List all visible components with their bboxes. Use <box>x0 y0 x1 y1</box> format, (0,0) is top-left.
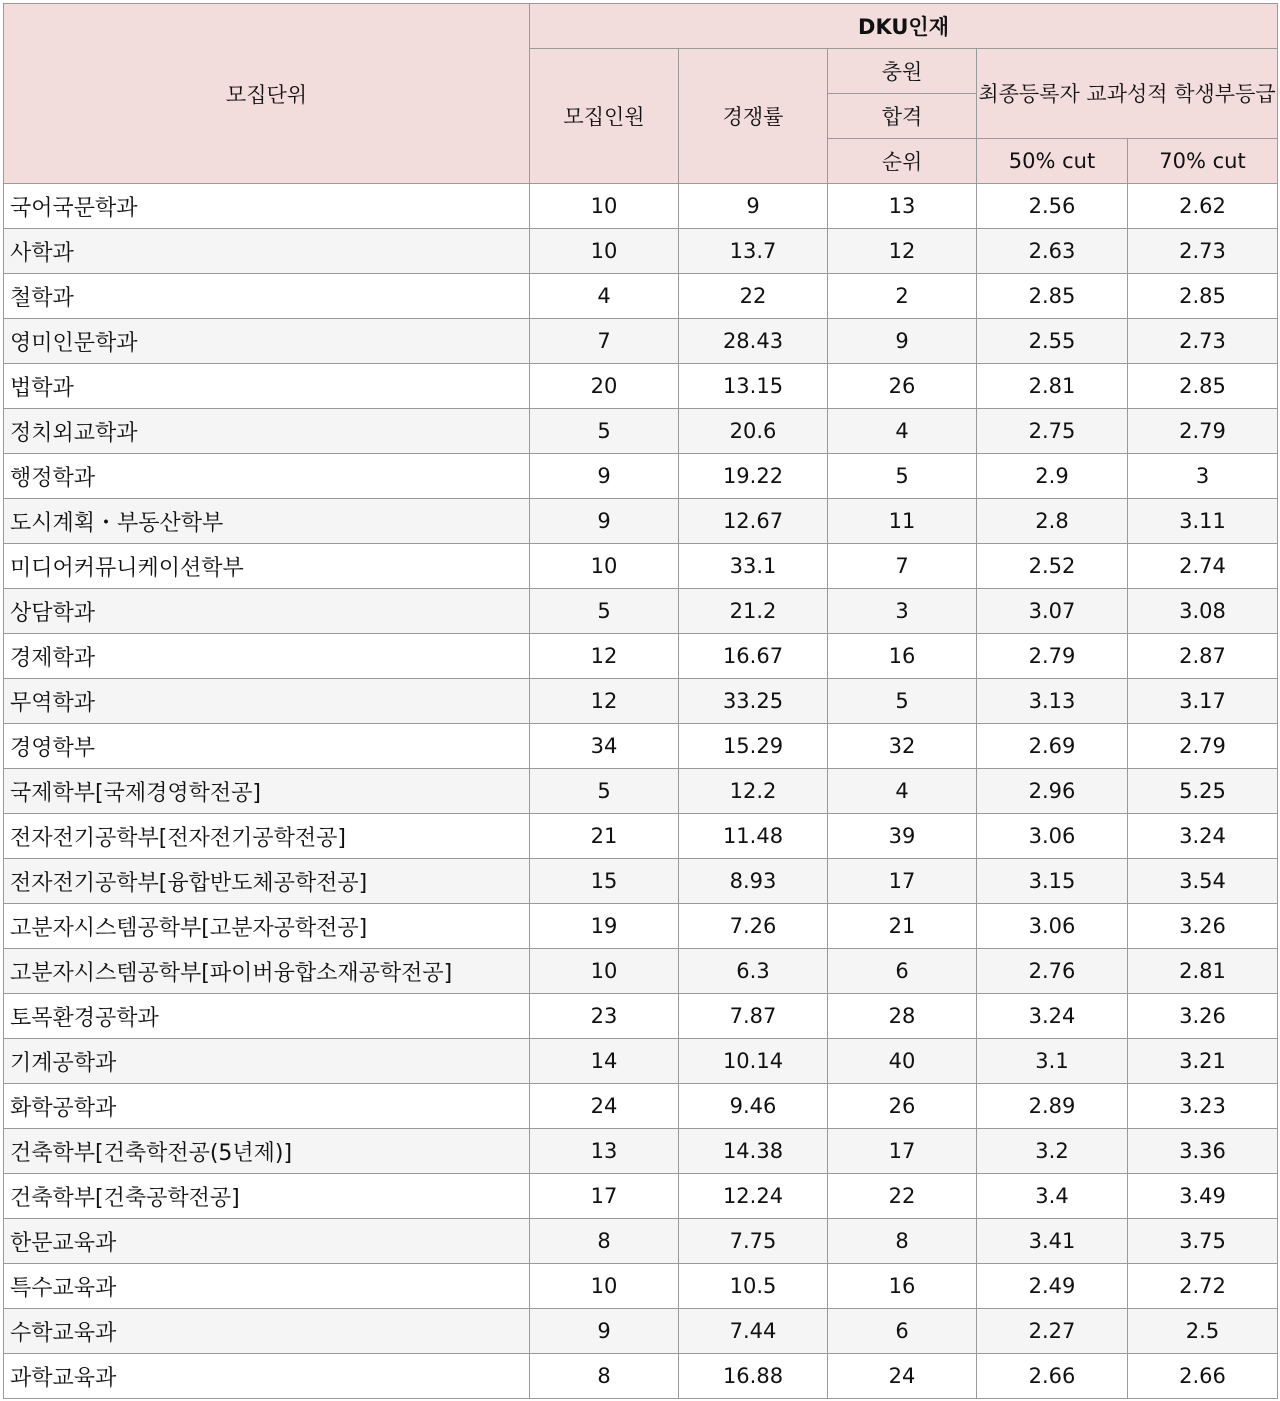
cell-cut50: 2.49 <box>977 1264 1128 1309</box>
cell-cut70: 3.26 <box>1128 994 1278 1039</box>
cell-cut70: 3.17 <box>1128 679 1278 724</box>
table-row <box>4 589 1278 634</box>
cell-unit: 건축학부[건축학전공(5년제)] <box>4 1129 530 1174</box>
cell-fill-rank: 17 <box>828 1129 977 1174</box>
cell-unit: 화학공학과 <box>4 1084 530 1129</box>
cell-cut50: 3.1 <box>977 1039 1128 1084</box>
cell-cut50: 3.06 <box>977 814 1128 859</box>
cell-fill-rank: 32 <box>828 724 977 769</box>
cell-cut70: 3.75 <box>1128 1219 1278 1264</box>
cell-unit: 경제학과 <box>4 634 530 679</box>
table-body <box>4 184 1278 1399</box>
cell-competition-rate: 7.75 <box>679 1219 828 1264</box>
cell-unit: 특수교육과 <box>4 1264 530 1309</box>
cell-unit: 법학과 <box>4 364 530 409</box>
header-fill-line-3: 순위 <box>828 139 977 184</box>
cell-cut70: 2.74 <box>1128 544 1278 589</box>
cell-cut70: 3.11 <box>1128 499 1278 544</box>
cell-fill-rank: 22 <box>828 1174 977 1219</box>
cell-fill-rank: 8 <box>828 1219 977 1264</box>
cell-unit: 행정학과 <box>4 454 530 499</box>
cell-unit: 건축학부[건축공학전공] <box>4 1174 530 1219</box>
cell-fill-rank: 26 <box>828 1084 977 1129</box>
cell-recruit: 15 <box>530 859 679 904</box>
cell-recruit: 10 <box>530 949 679 994</box>
cell-unit: 상담학과 <box>4 589 530 634</box>
cell-cut70: 3.23 <box>1128 1084 1278 1129</box>
cell-competition-rate: 10.5 <box>679 1264 828 1309</box>
cell-fill-rank: 3 <box>828 589 977 634</box>
cell-cut50: 2.27 <box>977 1309 1128 1354</box>
cell-recruit: 8 <box>530 1354 679 1399</box>
cell-recruit: 5 <box>530 769 679 814</box>
cell-cut50: 2.69 <box>977 724 1128 769</box>
cell-competition-rate: 12.67 <box>679 499 828 544</box>
cell-cut70: 2.85 <box>1128 274 1278 319</box>
header-grade-title: 최종등록자 교과성적 학생부등급 <box>977 49 1278 139</box>
cell-cut70: 2.73 <box>1128 319 1278 364</box>
cell-cut70: 5.25 <box>1128 769 1278 814</box>
cell-cut50: 3.2 <box>977 1129 1128 1174</box>
cell-fill-rank: 24 <box>828 1354 977 1399</box>
table-row <box>4 229 1278 274</box>
cell-recruit: 24 <box>530 1084 679 1129</box>
table-row <box>4 1309 1278 1354</box>
cell-recruit: 5 <box>530 409 679 454</box>
cell-recruit: 9 <box>530 499 679 544</box>
cell-fill-rank: 4 <box>828 409 977 454</box>
cell-cut70: 3 <box>1128 454 1278 499</box>
cell-competition-rate: 14.38 <box>679 1129 828 1174</box>
cell-unit: 국어국문학과 <box>4 184 530 229</box>
table-row <box>4 634 1278 679</box>
table-header <box>4 4 1278 184</box>
cell-cut50: 2.9 <box>977 454 1128 499</box>
cell-unit: 정치외교학과 <box>4 409 530 454</box>
cell-unit: 철학과 <box>4 274 530 319</box>
table-row <box>4 1219 1278 1264</box>
table-row <box>4 949 1278 994</box>
cell-cut50: 2.8 <box>977 499 1128 544</box>
cell-competition-rate: 7.26 <box>679 904 828 949</box>
header-fill-line-2: 합격 <box>828 94 977 139</box>
table-row <box>4 1084 1278 1129</box>
cell-fill-rank: 6 <box>828 1309 977 1354</box>
cell-cut70: 2.72 <box>1128 1264 1278 1309</box>
table-row <box>4 274 1278 319</box>
cell-recruit: 10 <box>530 544 679 589</box>
cell-recruit: 12 <box>530 634 679 679</box>
table-row <box>4 1264 1278 1309</box>
cell-competition-rate: 19.22 <box>679 454 828 499</box>
cell-unit: 경영학부 <box>4 724 530 769</box>
cell-cut50: 2.75 <box>977 409 1128 454</box>
header-group: DKU인재 <box>530 4 1278 49</box>
cell-competition-rate: 21.2 <box>679 589 828 634</box>
cell-fill-rank: 4 <box>828 769 977 814</box>
header-cut70: 70% cut <box>1128 139 1278 184</box>
cell-fill-rank: 9 <box>828 319 977 364</box>
cell-cut50: 2.89 <box>977 1084 1128 1129</box>
cell-competition-rate: 16.88 <box>679 1354 828 1399</box>
cell-competition-rate: 15.29 <box>679 724 828 769</box>
cell-competition-rate: 13.15 <box>679 364 828 409</box>
cell-unit: 고분자시스템공학부[고분자공학전공] <box>4 904 530 949</box>
cell-cut70: 3.24 <box>1128 814 1278 859</box>
table-row <box>4 184 1278 229</box>
cell-cut70: 2.79 <box>1128 409 1278 454</box>
cell-cut70: 2.85 <box>1128 364 1278 409</box>
cell-cut70: 3.21 <box>1128 1039 1278 1084</box>
cell-cut50: 2.56 <box>977 184 1128 229</box>
cell-cut50: 2.52 <box>977 544 1128 589</box>
cell-cut50: 2.63 <box>977 229 1128 274</box>
table-row <box>4 319 1278 364</box>
cell-unit: 고분자시스템공학부[파이버융합소재공학전공] <box>4 949 530 994</box>
header-fill-line-1: 충원 <box>828 49 977 94</box>
cell-unit: 토목환경공학과 <box>4 994 530 1039</box>
cell-competition-rate: 9 <box>679 184 828 229</box>
cell-competition-rate: 8.93 <box>679 859 828 904</box>
table-row <box>4 1039 1278 1084</box>
cell-cut50: 3.41 <box>977 1219 1128 1264</box>
cell-cut70: 2.66 <box>1128 1354 1278 1399</box>
cell-recruit: 20 <box>530 364 679 409</box>
table-row <box>4 994 1278 1039</box>
cell-cut70: 2.87 <box>1128 634 1278 679</box>
cell-cut50: 3.15 <box>977 859 1128 904</box>
header-competition: 경쟁률 <box>679 49 828 184</box>
cell-cut70: 3.49 <box>1128 1174 1278 1219</box>
cell-cut70: 2.79 <box>1128 724 1278 769</box>
cell-cut50: 2.79 <box>977 634 1128 679</box>
cell-unit: 미디어커뮤니케이션학부 <box>4 544 530 589</box>
table-row <box>4 769 1278 814</box>
cell-cut70: 2.81 <box>1128 949 1278 994</box>
cell-cut50: 3.24 <box>977 994 1128 1039</box>
cell-recruit: 4 <box>530 274 679 319</box>
cell-fill-rank: 11 <box>828 499 977 544</box>
table-row <box>4 1129 1278 1174</box>
cell-cut50: 3.4 <box>977 1174 1128 1219</box>
cell-recruit: 9 <box>530 454 679 499</box>
cell-competition-rate: 22 <box>679 274 828 319</box>
table-row <box>4 724 1278 769</box>
cell-recruit: 7 <box>530 319 679 364</box>
cell-competition-rate: 10.14 <box>679 1039 828 1084</box>
table-row <box>4 1354 1278 1399</box>
table-row <box>4 679 1278 724</box>
cell-fill-rank: 28 <box>828 994 977 1039</box>
cell-fill-rank: 12 <box>828 229 977 274</box>
cell-cut50: 2.55 <box>977 319 1128 364</box>
cell-fill-rank: 6 <box>828 949 977 994</box>
table-row <box>4 409 1278 454</box>
cell-competition-rate: 6.3 <box>679 949 828 994</box>
cell-recruit: 14 <box>530 1039 679 1084</box>
cell-cut70: 2.62 <box>1128 184 1278 229</box>
cell-fill-rank: 16 <box>828 634 977 679</box>
cell-cut50: 3.13 <box>977 679 1128 724</box>
cell-unit: 국제학부[국제경영학전공] <box>4 769 530 814</box>
cell-competition-rate: 12.2 <box>679 769 828 814</box>
cell-unit: 전자전기공학부[전자전기공학전공] <box>4 814 530 859</box>
cell-cut50: 2.76 <box>977 949 1128 994</box>
header-unit: 모집단위 <box>4 4 530 184</box>
cell-unit: 사학과 <box>4 229 530 274</box>
cell-competition-rate: 11.48 <box>679 814 828 859</box>
table-row <box>4 1174 1278 1219</box>
cell-fill-rank: 7 <box>828 544 977 589</box>
cell-cut50: 2.96 <box>977 769 1128 814</box>
cell-unit: 수학교육과 <box>4 1309 530 1354</box>
cell-unit: 전자전기공학부[융합반도체공학전공] <box>4 859 530 904</box>
cell-competition-rate: 9.46 <box>679 1084 828 1129</box>
cell-cut70: 2.73 <box>1128 229 1278 274</box>
cell-fill-rank: 21 <box>828 904 977 949</box>
cell-unit: 도시계획・부동산학부 <box>4 499 530 544</box>
cell-cut50: 3.06 <box>977 904 1128 949</box>
table-row <box>4 544 1278 589</box>
cell-fill-rank: 16 <box>828 1264 977 1309</box>
cell-competition-rate: 28.43 <box>679 319 828 364</box>
table-row <box>4 904 1278 949</box>
cell-competition-rate: 13.7 <box>679 229 828 274</box>
cell-cut70: 3.36 <box>1128 1129 1278 1174</box>
header-recruit: 모집인원 <box>530 49 679 184</box>
cell-competition-rate: 33.25 <box>679 679 828 724</box>
cell-cut50: 2.85 <box>977 274 1128 319</box>
cell-fill-rank: 13 <box>828 184 977 229</box>
cell-cut70: 3.26 <box>1128 904 1278 949</box>
cell-recruit: 13 <box>530 1129 679 1174</box>
cell-fill-rank: 40 <box>828 1039 977 1084</box>
cell-fill-rank: 2 <box>828 274 977 319</box>
cell-recruit: 10 <box>530 184 679 229</box>
cell-recruit: 23 <box>530 994 679 1039</box>
cell-recruit: 5 <box>530 589 679 634</box>
admissions-table <box>3 3 1278 1399</box>
cell-recruit: 10 <box>530 1264 679 1309</box>
header-cut50: 50% cut <box>977 139 1128 184</box>
table-row <box>4 454 1278 499</box>
cell-unit: 영미인문학과 <box>4 319 530 364</box>
cell-fill-rank: 5 <box>828 679 977 724</box>
cell-recruit: 19 <box>530 904 679 949</box>
cell-unit: 무역학과 <box>4 679 530 724</box>
table-row <box>4 859 1278 904</box>
cell-fill-rank: 17 <box>828 859 977 904</box>
cell-recruit: 8 <box>530 1219 679 1264</box>
cell-cut70: 2.5 <box>1128 1309 1278 1354</box>
cell-competition-rate: 7.44 <box>679 1309 828 1354</box>
cell-cut50: 2.66 <box>977 1354 1128 1399</box>
cell-fill-rank: 26 <box>828 364 977 409</box>
cell-recruit: 9 <box>530 1309 679 1354</box>
cell-recruit: 17 <box>530 1174 679 1219</box>
cell-unit: 한문교육과 <box>4 1219 530 1264</box>
cell-fill-rank: 39 <box>828 814 977 859</box>
cell-competition-rate: 16.67 <box>679 634 828 679</box>
table-row <box>4 814 1278 859</box>
cell-unit: 과학교육과 <box>4 1354 530 1399</box>
cell-cut50: 3.07 <box>977 589 1128 634</box>
cell-recruit: 12 <box>530 679 679 724</box>
table-row <box>4 364 1278 409</box>
cell-cut70: 3.08 <box>1128 589 1278 634</box>
cell-recruit: 10 <box>530 229 679 274</box>
cell-unit: 기계공학과 <box>4 1039 530 1084</box>
cell-recruit: 34 <box>530 724 679 769</box>
cell-competition-rate: 12.24 <box>679 1174 828 1219</box>
cell-competition-rate: 7.87 <box>679 994 828 1039</box>
cell-recruit: 21 <box>530 814 679 859</box>
cell-competition-rate: 20.6 <box>679 409 828 454</box>
cell-competition-rate: 33.1 <box>679 544 828 589</box>
cell-fill-rank: 5 <box>828 454 977 499</box>
cell-cut70: 3.54 <box>1128 859 1278 904</box>
cell-cut50: 2.81 <box>977 364 1128 409</box>
table-row <box>4 499 1278 544</box>
